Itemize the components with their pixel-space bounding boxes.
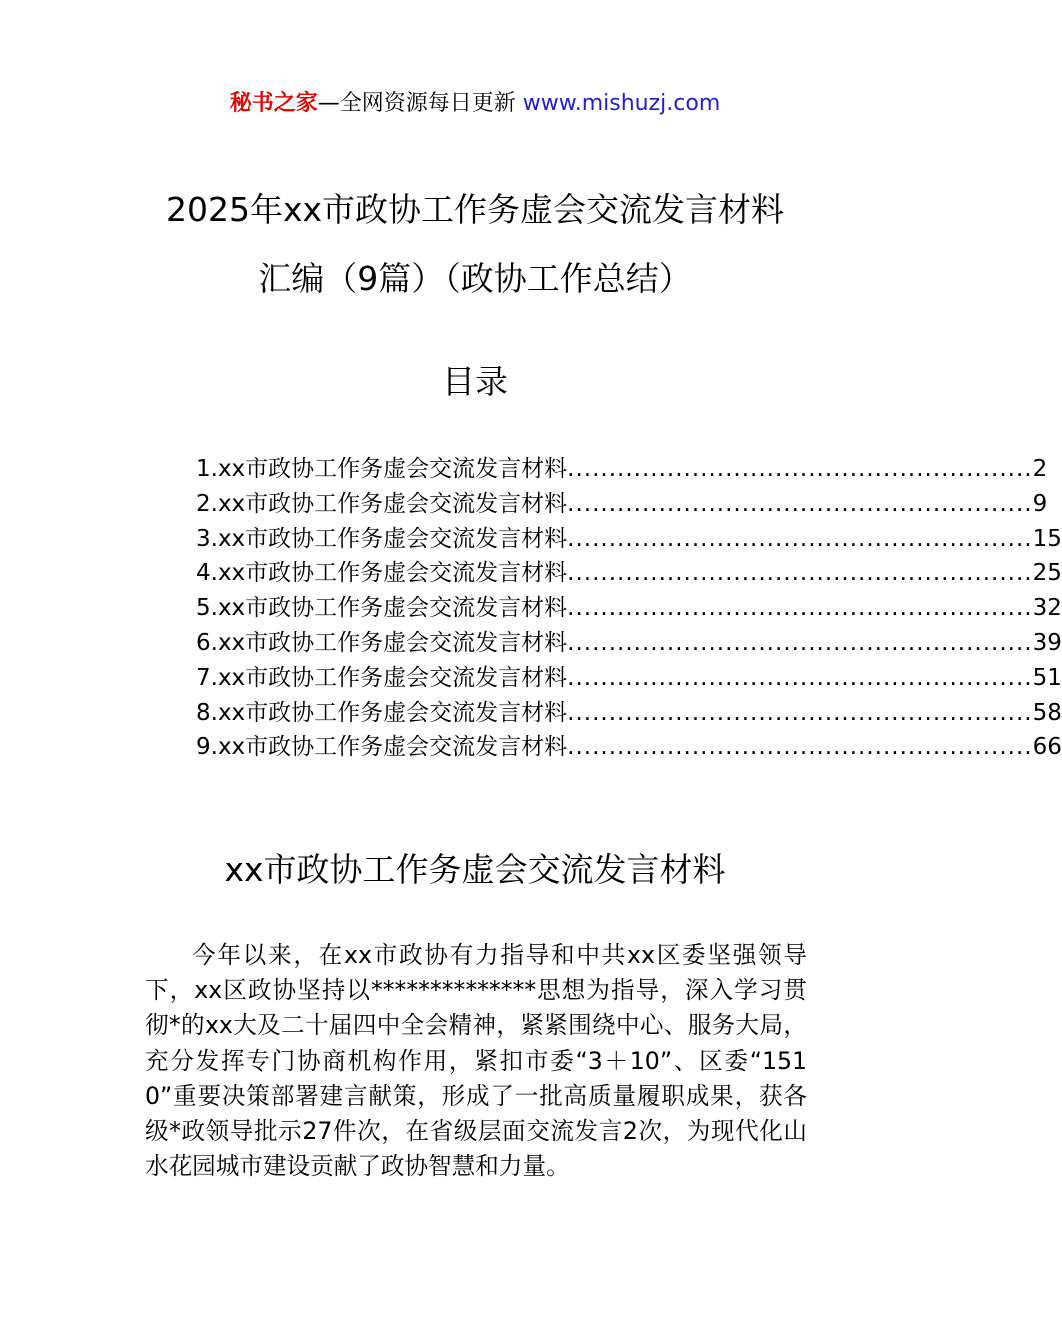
toc-item-page: 39	[1032, 629, 1062, 656]
toc-item-label: 2.xx市政协工作务虚会交流发言材料	[196, 490, 568, 517]
toc-item[interactable]	[196, 661, 1062, 696]
toc-leader: ........................................................	[567, 699, 1033, 726]
document-title-line-2: 汇编（9篇）（政协工作总结）	[258, 259, 692, 298]
toc-item-label: 8.xx市政协工作务虚会交流发言材料	[196, 699, 568, 726]
brand-name: 秘书之家	[229, 91, 318, 116]
toc-item[interactable]	[196, 487, 1048, 522]
toc-item[interactable]	[196, 522, 1062, 557]
toc-item-page: 15	[1032, 525, 1062, 552]
toc-leader: ........................................................	[567, 525, 1033, 552]
toc-item-label: 1.xx市政协工作务虚会交流发言材料	[196, 456, 568, 482]
toc-leader: ........................................................	[567, 456, 1033, 482]
toc-item-label: 3.xx市政协工作务虚会交流发言材料	[196, 525, 568, 552]
document-title-line-1: 2025年xx市政协工作务虚会交流发言材料	[165, 190, 785, 229]
toc-item-page: 2	[1032, 456, 1048, 482]
toc-item-page: 66	[1032, 734, 1062, 761]
toc-item-page: 9	[1032, 490, 1048, 517]
toc-item-page: 58	[1032, 699, 1062, 726]
toc-item-label: 4.xx市政协工作务虚会交流发言材料	[196, 560, 568, 587]
toc-item-page: 32	[1032, 595, 1062, 622]
toc-item[interactable]	[196, 591, 1062, 626]
toc-item[interactable]	[196, 696, 1062, 731]
toc-item[interactable]	[196, 452, 1048, 487]
toc-item[interactable]	[196, 556, 1062, 591]
site-link[interactable]: www.mishuzj.com	[522, 91, 721, 116]
toc-leader: ........................................................	[567, 595, 1033, 622]
toc-heading: 目录	[442, 362, 508, 401]
site-banner	[0, 88, 950, 120]
toc-item-page: 25	[1032, 560, 1062, 587]
banner-tagline: —全网资源每日更新	[317, 91, 523, 116]
toc-item[interactable]	[196, 626, 1062, 661]
toc-item-label: 6.xx市政协工作务虚会交流发言材料	[196, 629, 568, 656]
toc-item-page: 51	[1032, 664, 1062, 691]
toc-leader: ........................................................	[567, 490, 1033, 517]
section-title: xx市政协工作务虚会交流发言材料	[224, 850, 726, 889]
toc-item-label: 5.xx市政协工作务虚会交流发言材料	[196, 595, 568, 622]
toc-leader: ........................................................	[567, 560, 1033, 587]
toc-leader: ........................................................	[567, 734, 1033, 761]
toc-item-label: 7.xx市政协工作务虚会交流发言材料	[196, 664, 568, 691]
table-of-contents	[196, 452, 1062, 765]
toc-item[interactable]	[196, 730, 1062, 765]
toc-leader: ........................................................	[567, 629, 1033, 656]
toc-leader: ........................................................	[567, 664, 1033, 691]
body-paragraph: 今年以来，在xx市政协有力指导和中共xx区委坚强领导下，xx区政协坚持以**************思想为指导，深入学习贯彻*的xx大及二十届四中全会精神，紧紧围绕中心、服务大局，充分发挥专门协商机构作用，紧扣市委“3＋10”、区委“1510”重要决策部署建言献策，形成了一批高质量履职成果，获各级*政领导批示27件次，在省级层面交流发言2次，为现代化山水花园城市建设贡献了政协智慧和力量。	[145, 941, 807, 1181]
toc-item-label: 9.xx市政协工作务虚会交流发言材料	[196, 734, 568, 761]
